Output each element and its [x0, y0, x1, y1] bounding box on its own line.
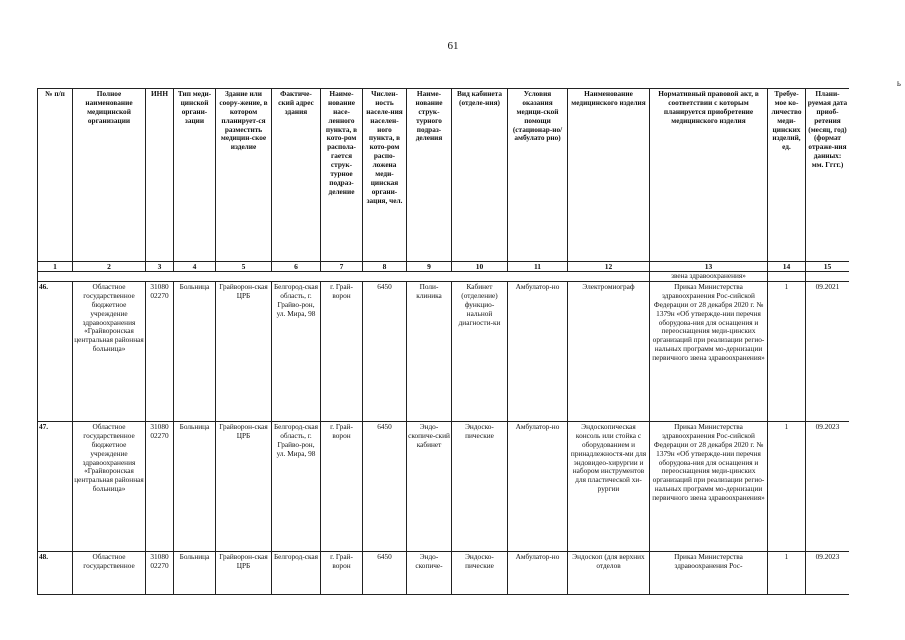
device: Эндоскоп (для верхних отделов [568, 552, 650, 595]
equipment-table [37, 88, 849, 595]
population: 6450 [363, 552, 407, 595]
cabinet: Эндоско-пические [452, 552, 508, 595]
org-type: Больница [174, 422, 216, 552]
legal-act: Приказ Министерства здравоохранения Рос-сийской Федерации от 28 декабря 2020 г. № 1379н «Об утвержде-нии перечня оборудова-ния для оснащения и переоснащения меди-цинских организаций при реализации регио-нальных программ мо-дернизации первичного звена здравоохранения» [650, 422, 768, 552]
header-cell-11: Условия оказания медици-ской помощи (стационар-но/амбулато рно) [508, 89, 568, 262]
locality: г. Грай-ворон [321, 552, 363, 595]
inn: 31080 02270 [146, 282, 174, 422]
org-type: Больница [174, 552, 216, 595]
building: Грайворон-ская ЦРБ [216, 552, 272, 595]
row-number: 47. [38, 422, 73, 552]
purchase-date: 09.2023 [806, 552, 850, 595]
column-number: 1 [38, 262, 73, 272]
equipment-table-container [37, 88, 849, 640]
unit: Эндо-скопиче- [407, 552, 452, 595]
header-cell-10: Вид кабинета (отделе-ния) [452, 89, 508, 262]
column-number: 5 [216, 262, 272, 272]
row-number: 46. [38, 282, 73, 422]
address: Белгород-ская область, г. Грайво-рон, ул. Мира, 98 [272, 422, 321, 552]
header-cell-14: Требуе-мое ко-личество меди-цинских изделий, ед. [768, 89, 806, 262]
continuation-row [38, 272, 850, 282]
column-number: 10 [452, 262, 508, 272]
header-cell-15: Плани-руемая дата приоб-ретения (месяц, год) (формат отраже-ния данных: мм. Гггг.) [806, 89, 850, 262]
header-cell-6: Фактиче-ский адрес здания [272, 89, 321, 262]
conditions: Амбулатор-но [508, 422, 568, 552]
population: 6450 [363, 282, 407, 422]
legal-act: Приказ Министерства здравоохранения Рос-сийской Федерации от 28 декабря 2020 г. № 1379н «Об утвержде-нии перечня оборудова-ния для оснащения и переоснащения меди-цинских организаций при реализации регио-нальных программ мо-дернизации первичного звена здравоохранения» [650, 282, 768, 422]
quantity: 1 [768, 282, 806, 422]
header-cell-9: Наиме-нование струк-турного подраз-деления [407, 89, 452, 262]
header-cell-2: Полное наименование медицинской организации [73, 89, 146, 262]
unit: Поли-клиника [407, 282, 452, 422]
org-name: Областное государственное бюджетное учреждение здравоохранения «Грайворонская центральная районная больница» [73, 422, 146, 552]
cabinet: Эндоско-пические [452, 422, 508, 552]
population: 6450 [363, 422, 407, 552]
continuation-blank [38, 272, 650, 282]
column-number-row [38, 262, 850, 272]
header-cell-8: Числен-ность населе-ния населен-ного пункта, в кото-ром распо-ложена меди-цинская органи-зация, чел. [363, 89, 407, 262]
header-cell-7: Наиме-нование насе-ленного пункта, в кото-ром распола-гается струк-турное подраз-деление [321, 89, 363, 262]
column-number: 14 [768, 262, 806, 272]
header-cell-13: Нормативный правовой акт, в соответствии с которым планируется приобретение медицинского изделия [650, 89, 768, 262]
column-number: 7 [321, 262, 363, 272]
conditions: Амбулатор-но [508, 282, 568, 422]
inn: 31080 02270 [146, 552, 174, 595]
device: Эндоскопическая консоль или стойка с оборудованием и принадлежностя-ми для эндовидео-хирургии и набором инструментов для пластической хи-рургии [568, 422, 650, 552]
org-type: Больница [174, 282, 216, 422]
column-number: 9 [407, 262, 452, 272]
device: Электромиограф [568, 282, 650, 422]
purchase-date: 09.2023 [806, 422, 850, 552]
column-number: 6 [272, 262, 321, 272]
conditions: Амбулатор-но [508, 552, 568, 595]
org-name: Областное государственное бюджетное учреждение здравоохранения «Грайворонская центральная районная больница» [73, 282, 146, 422]
table-row [38, 422, 850, 552]
quantity: 1 [768, 422, 806, 552]
address: Белгород-ская [272, 552, 321, 595]
table-row [38, 282, 850, 422]
column-number: 12 [568, 262, 650, 272]
column-number: 8 [363, 262, 407, 272]
locality: г. Грай-ворон [321, 422, 363, 552]
locality: г. Грай-ворон [321, 282, 363, 422]
address: Белгород-ская область, г. Грайво-рон, ул. Мира, 98 [272, 282, 321, 422]
continuation-blank [806, 272, 850, 282]
header-cell-12: Наименование медицинского изделия [568, 89, 650, 262]
purchase-date: 09.2021 [806, 282, 850, 422]
column-number: 13 [650, 262, 768, 272]
header-cell-3: ИНН [146, 89, 174, 262]
cabinet: Кабинет (отделение) функцио-нальной диагности-ки [452, 282, 508, 422]
header-row [38, 89, 850, 262]
org-name: Областное государственное [73, 552, 146, 595]
page-number: 61 [447, 40, 459, 52]
building: Грайворон-ская ЦРБ [216, 422, 272, 552]
column-number: 15 [806, 262, 850, 272]
column-number: 2 [73, 262, 146, 272]
row-number: 48. [38, 552, 73, 595]
column-number: 4 [174, 262, 216, 272]
quantity: 1 [768, 552, 806, 595]
column-number: 3 [146, 262, 174, 272]
header-cell-1: № п/п [38, 89, 73, 262]
margin-mark: ь [896, 78, 901, 88]
legal-act: Приказ Министерства здравоохранения Рос- [650, 552, 768, 595]
column-number: 11 [508, 262, 568, 272]
unit: Эндо-скопиче-ский кабинет [407, 422, 452, 552]
building: Грайворон-ская ЦРБ [216, 282, 272, 422]
continuation-blank [768, 272, 806, 282]
continuation-text: звена здравоохранения» [650, 272, 768, 282]
inn: 31080 02270 [146, 422, 174, 552]
header-cell-4: Тип меди-цинской органи-зации [174, 89, 216, 262]
table-row [38, 552, 850, 595]
header-cell-5: Здание или соору-жение, в котором планирует-ся разместить медицин-ское изделие [216, 89, 272, 262]
